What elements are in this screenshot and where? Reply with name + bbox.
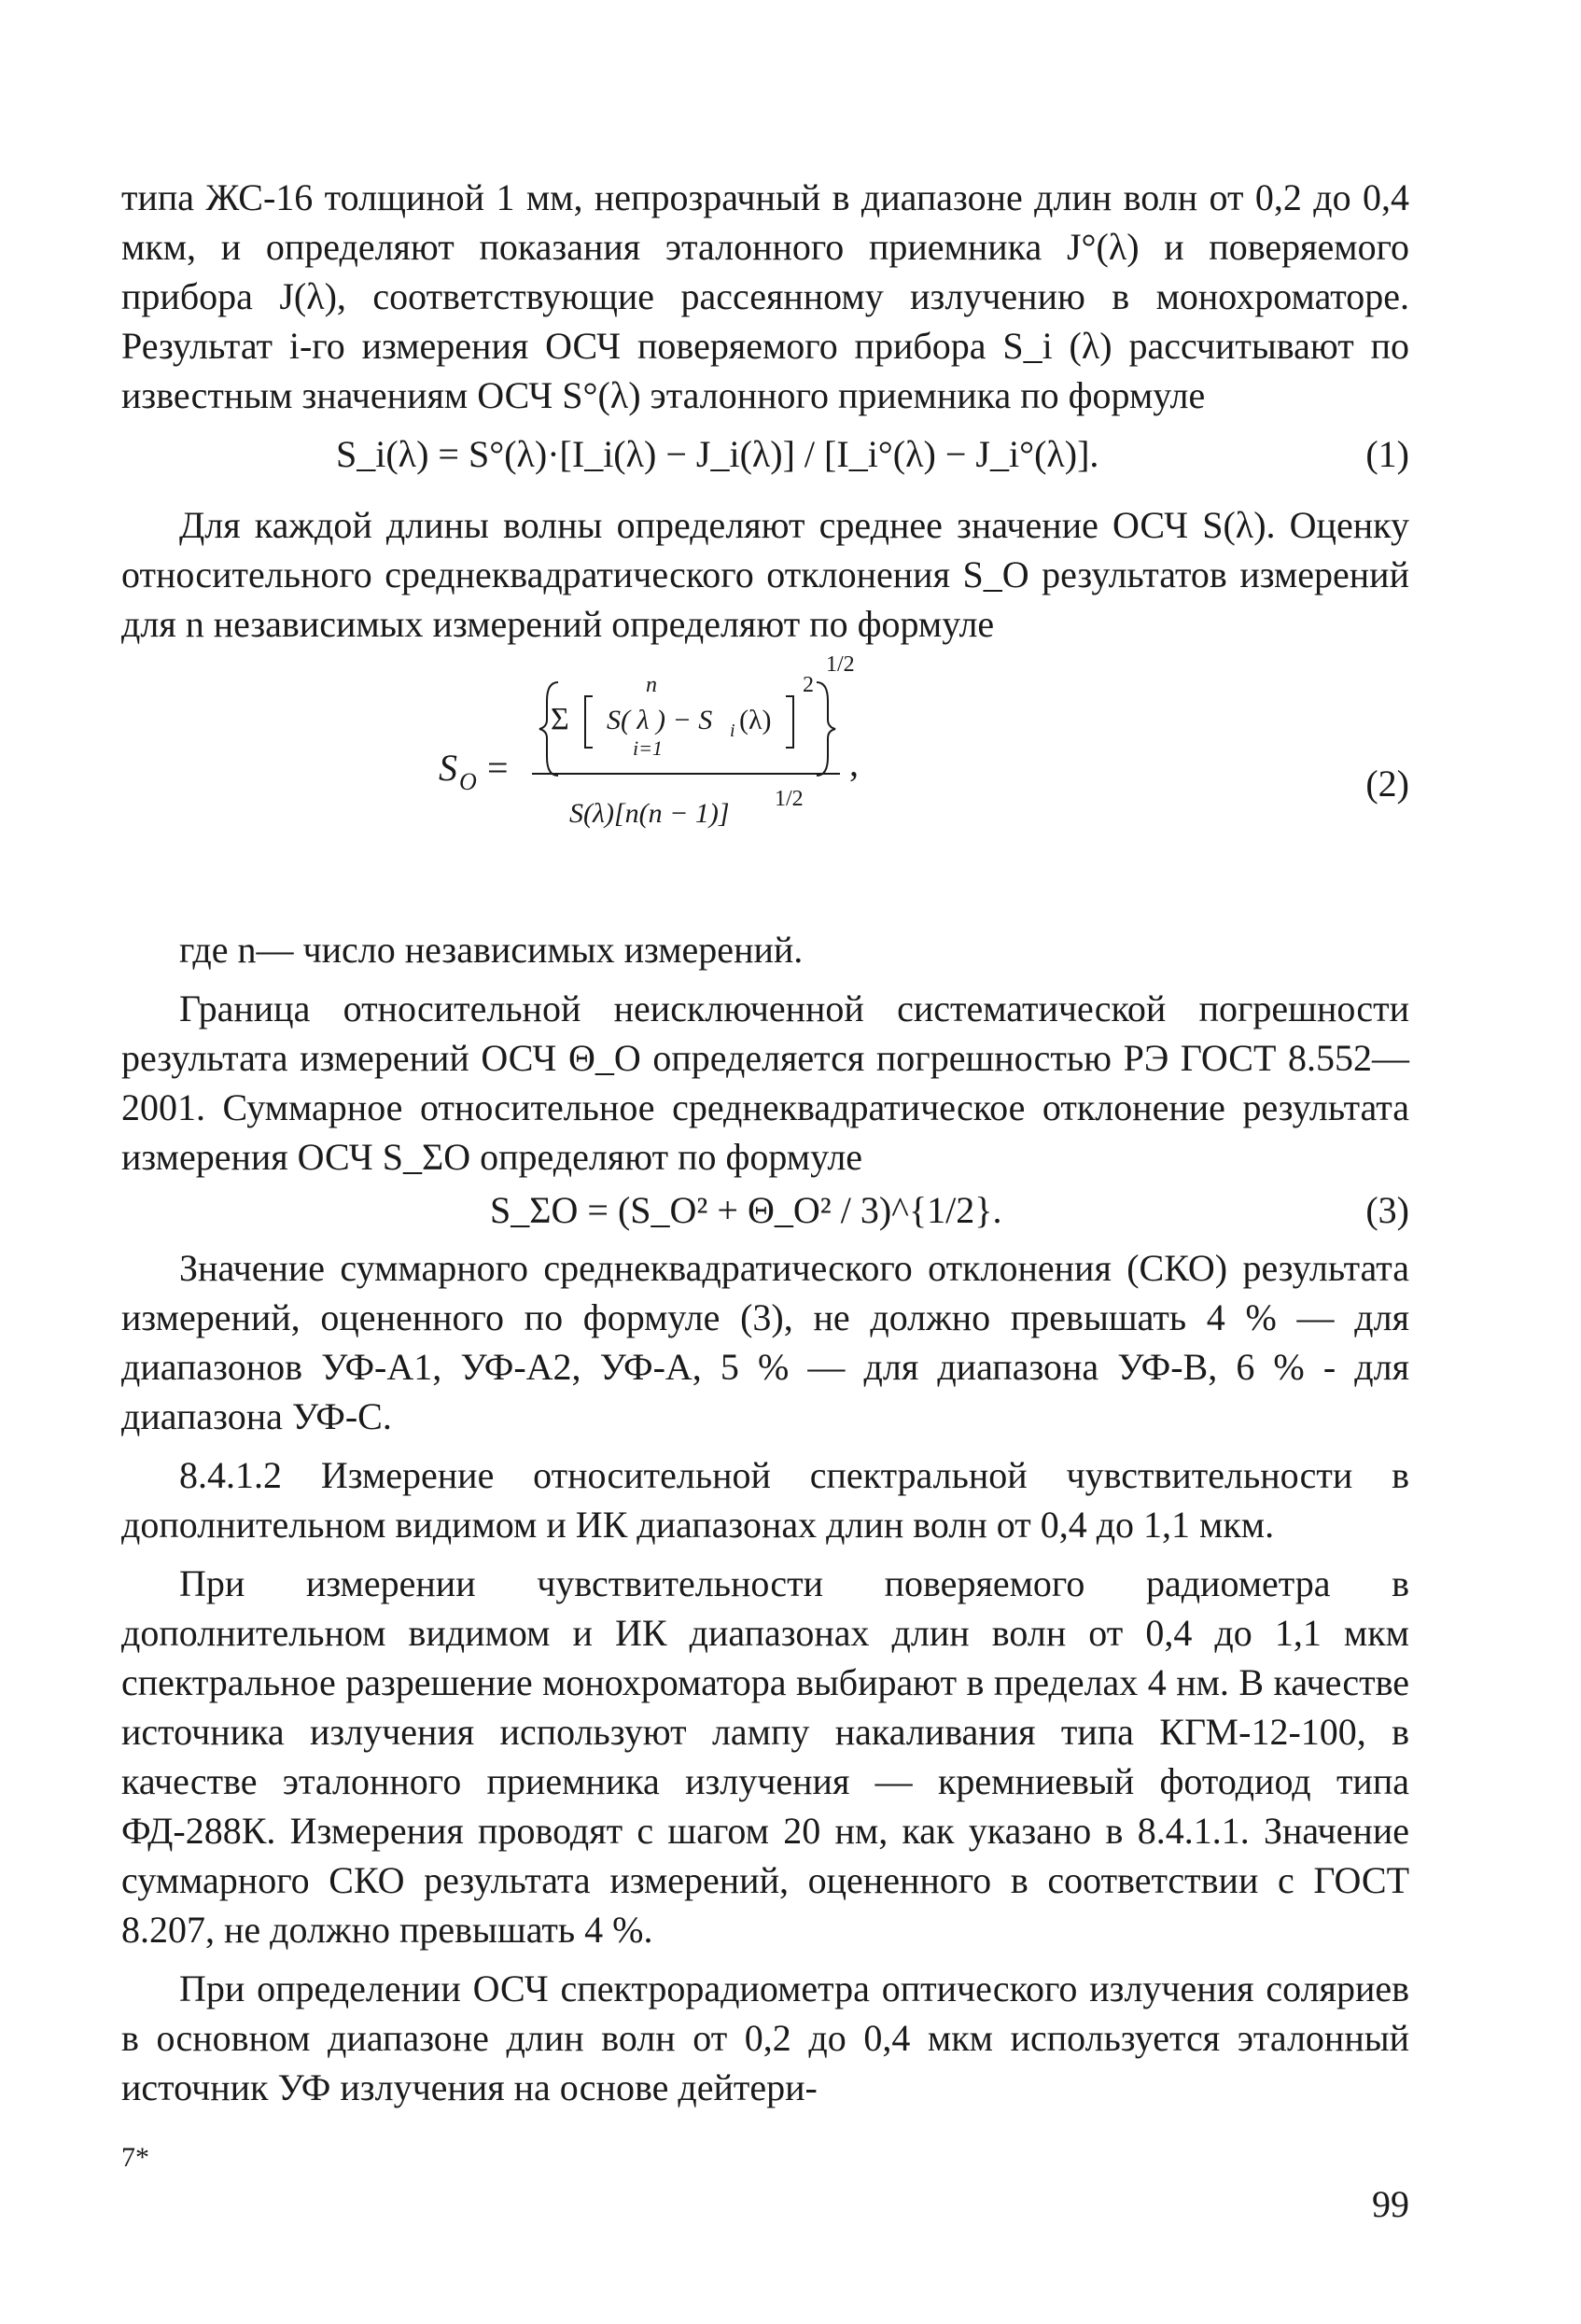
eq2-comma: , (849, 742, 859, 784)
paragraph-6: 8.4.1.2 Измерение относительной спектральной чувствительности в дополнительном видимом и ИК диапазонах длин волн от 0,4 до 1,1 мкм. (121, 1454, 1409, 1546)
paragraph-8: При определении ОСЧ спектрорадиометра оптического излучения соляриев в основном диапазоне длин волн от 0,2 до 0,4 мкм используется эталонный источник УФ излучения на основе дейтери- (121, 1967, 1409, 2108)
paragraph-5: Значение суммарного среднеквадратического отклонения (СКО) результата измерений, оцененного по формуле (3), не должно превышать 4 % — для диапазонов УФ-А1, УФ-А2, УФ-А, 5 % — для диапазона УФ-В, 6 % - для диапазона УФ-С. (121, 1247, 1409, 1437)
equation-3-number: (3) (1365, 1189, 1409, 1231)
equation-1-formula: S_i(λ) = S°(λ)·[I_i(λ) − J_i(λ)] / [I_i°(λ) − J_i°(λ)]. (336, 433, 1099, 475)
equation-1-number: (1) (1365, 433, 1409, 475)
eq2-n: n (646, 673, 657, 697)
eq2-sq: 2 (803, 673, 814, 697)
eq2-lhs: S (439, 747, 457, 789)
paragraph-7: При измерении чувствительности поверяемого радиометра в дополнительном видимом и ИК диапазонах длин волн от 0,4 до 1,1 мкм спектральное разрешение монохроматора выбирают в пределах 4 нм. В качестве источника излучения используют лампу накаливания типа КГМ-12-100, в качестве эталонного приемника излучения — кремниевый фотодиод типа ФД-288К. Измерения проводят с шагом 20 нм, как указано в 8.4.1.1. Значение суммарного СКО результата измерений, оцененного в соответствии с ГОСТ 8.207, не должно превышать 4 %. (121, 1562, 1409, 1951)
equation-2-graphic (121, 654, 1409, 925)
eq2-right-bracket (786, 696, 793, 748)
eq2-denominator-exp: 1/2 (775, 787, 804, 811)
page-number: 99 (1372, 2183, 1409, 2225)
eq2-denominator: S(λ)[n(n − 1)] (569, 798, 730, 829)
eq2-term-sub: i (730, 721, 735, 741)
eq2-lhs-sub: O (459, 768, 477, 795)
signature-mark: 7* (121, 2142, 149, 2173)
paragraph-2: Для каждой длины волны определяют среднее значение ОСЧ S(λ). Оценку относительного среднеквадратического отклонения S_O результатов измерений для n независимых измерений определяют по формуле (121, 504, 1409, 645)
paragraph-3: где n— число независимых измерений. (179, 929, 804, 971)
equation-1 (121, 420, 1409, 500)
eq2-term: S( λ ) − S (607, 705, 713, 735)
equation-3-formula: S_ΣO = (S_O² + Θ_O² / 3)^{1/2}. (490, 1189, 1002, 1231)
page-body (121, 173, 1409, 2112)
eq2-right-brace (817, 682, 835, 776)
eq2-half: 1/2 (826, 654, 855, 677)
equation-2-number: (2) (1365, 763, 1409, 805)
eq2-sigma: Σ (551, 702, 569, 736)
eq2-term-end: (λ) (739, 705, 772, 735)
eq2-left-bracket (585, 696, 593, 748)
paragraph-4: Граница относительной неисключенной систематической погрешности результата измерений ОСЧ Θ_O определяется погрешностью РЭ ГОСТ 8.552—2001. Суммарное относительное среднеквадратическое отклонение результата измерения ОСЧ S_ΣO определяют по формуле (121, 987, 1409, 1178)
paragraph-1: типа ЖС-16 толщиной 1 мм, непрозрачный в диапазоне длин волн от 0,2 до 0,4 мкм, и определяют показания эталонного приемника J°(λ) и поверяемого прибора J(λ), соответствующие рассеянному излучению в монохроматоре. Результат i-го измерения ОСЧ поверяемого прибора S_i (λ) рассчитывают по известным значениям ОСЧ S°(λ) эталонного приемника по формуле (121, 176, 1409, 416)
eq2-equals: = (487, 747, 509, 789)
equation-3 (121, 1182, 1409, 1243)
eq2-index: i=1 (633, 736, 663, 760)
equation-2 (121, 654, 1409, 925)
